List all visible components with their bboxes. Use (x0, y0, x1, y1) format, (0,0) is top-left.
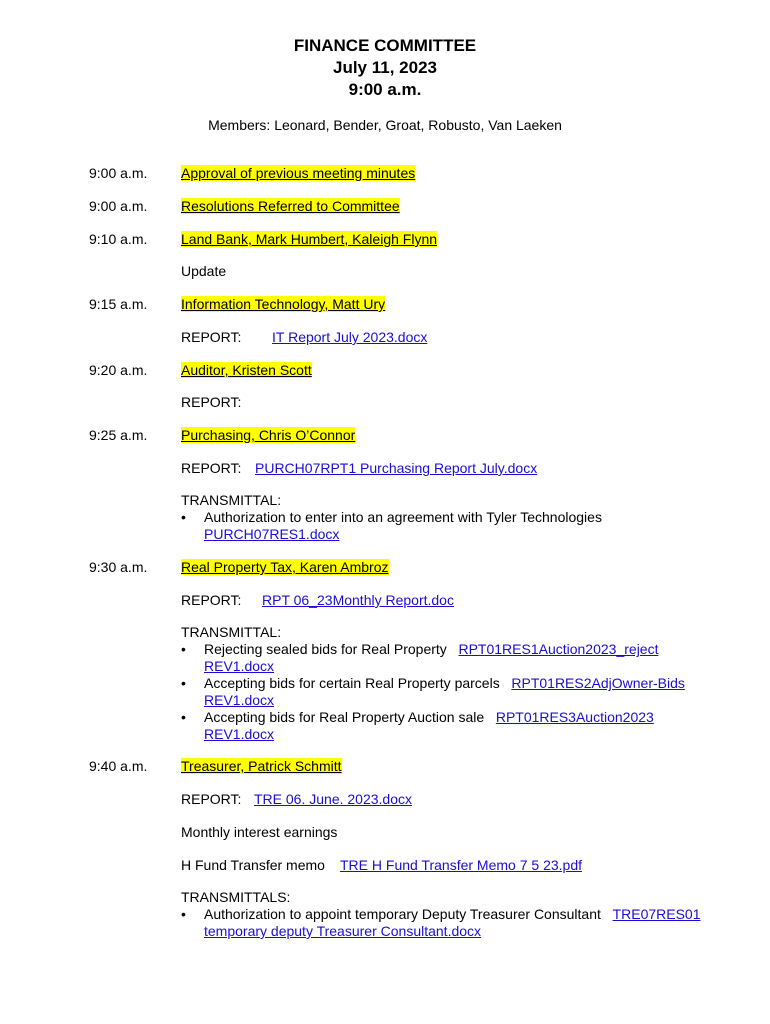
land-bank-note: Update (181, 263, 227, 279)
bullet-icon: • (181, 709, 186, 725)
bullet-icon: • (181, 641, 186, 657)
agenda-item-land-bank[interactable]: Land Bank, Mark Humbert, Kaleigh Flynn (181, 231, 438, 247)
transmittal-text: Accepting bids for Real Property Auction sale (204, 709, 485, 725)
report-label: REPORT: (181, 394, 242, 410)
purchasing-report-link[interactable]: PURCH07RPT1 Purchasing Report July.docx (255, 460, 538, 476)
transmittal-text: Rejecting sealed bids for Real Property (204, 641, 447, 657)
members-list: Members: Leonard, Bender, Groat, Robusto, Van Laeken (208, 117, 562, 133)
bullet-icon: • (181, 675, 186, 691)
meeting-date: July 11, 2023 (333, 58, 437, 77)
it-report-link[interactable]: IT Report July 2023.docx (272, 329, 428, 345)
transmittal-text: Authorization to enter into an agreement with Tyler Technologies (204, 509, 602, 525)
agenda-time: 9:25 a.m. (89, 427, 148, 443)
rpt-res1-link[interactable]: RPT01RES1Auction2023_reject (458, 641, 659, 657)
tre-res01-link[interactable]: TRE07RES01 (612, 906, 701, 922)
agenda-item-purchasing[interactable]: Purchasing, Chris O’Connor (181, 427, 356, 443)
rpt-res3-link-cont[interactable]: REV1.docx (204, 726, 275, 742)
tre-res01-link-cont[interactable]: temporary deputy Treasurer Consultant.docx (204, 923, 482, 939)
treasurer-report-link[interactable]: TRE 06. June. 2023.docx (254, 791, 412, 807)
interest-note: Monthly interest earnings (181, 824, 338, 840)
rpt-res2-link-cont[interactable]: REV1.docx (204, 692, 275, 708)
rpt-res1-link-cont[interactable]: REV1.docx (204, 658, 275, 674)
meeting-time: 9:00 a.m. (348, 80, 422, 99)
agenda-time: 9:15 a.m. (89, 296, 148, 312)
agenda-item-minutes[interactable]: Approval of previous meeting minutes (181, 165, 416, 181)
agenda-item-resolutions[interactable]: Resolutions Referred to Committee (181, 198, 400, 214)
bullet-icon: • (181, 906, 186, 922)
report-label: REPORT: (181, 329, 242, 345)
purchasing-res1-link[interactable]: PURCH07RES1.docx (204, 526, 340, 542)
agenda-item-real-property-tax[interactable]: Real Property Tax, Karen Ambroz (181, 559, 389, 575)
rpt-res3-link[interactable]: RPT01RES3Auction2023 (495, 709, 654, 725)
report-label: REPORT: (181, 791, 242, 807)
agenda-time: 9:40 a.m. (89, 758, 148, 774)
agenda-item-auditor[interactable]: Auditor, Kristen Scott (181, 362, 312, 378)
rpt-res2-link[interactable]: RPT01RES2AdjOwner-Bids (511, 675, 685, 691)
agenda-time: 9:00 a.m. (89, 198, 148, 214)
report-label: REPORT: (181, 592, 242, 608)
transmittals-label: TRANSMITTALS: (181, 889, 291, 905)
report-label: REPORT: (181, 460, 242, 476)
rpt-report-link[interactable]: RPT 06_23Monthly Report.doc (262, 592, 454, 608)
agenda-item-treasurer[interactable]: Treasurer, Patrick Schmitt (181, 758, 342, 774)
agenda-time: 9:30 a.m. (89, 559, 148, 575)
agenda-time: 9:10 a.m. (89, 231, 148, 247)
memo-label: H Fund Transfer memo (181, 857, 325, 873)
transmittal-text: Accepting bids for certain Real Property parcels (204, 675, 500, 691)
transmittal-label: TRANSMITTAL: (181, 492, 282, 508)
bullet-icon: • (181, 509, 186, 525)
h-fund-memo-link[interactable]: TRE H Fund Transfer Memo 7 5 23.pdf (340, 857, 582, 873)
agenda-time: 9:00 a.m. (89, 165, 148, 181)
agenda-time: 9:20 a.m. (89, 362, 148, 378)
agenda-item-it[interactable]: Information Technology, Matt Ury (181, 296, 386, 312)
committee-title: FINANCE COMMITTEE (293, 36, 477, 55)
transmittal-label: TRANSMITTAL: (181, 624, 282, 640)
transmittal-text: Authorization to appoint temporary Deputy Treasurer Consultant (204, 906, 601, 922)
